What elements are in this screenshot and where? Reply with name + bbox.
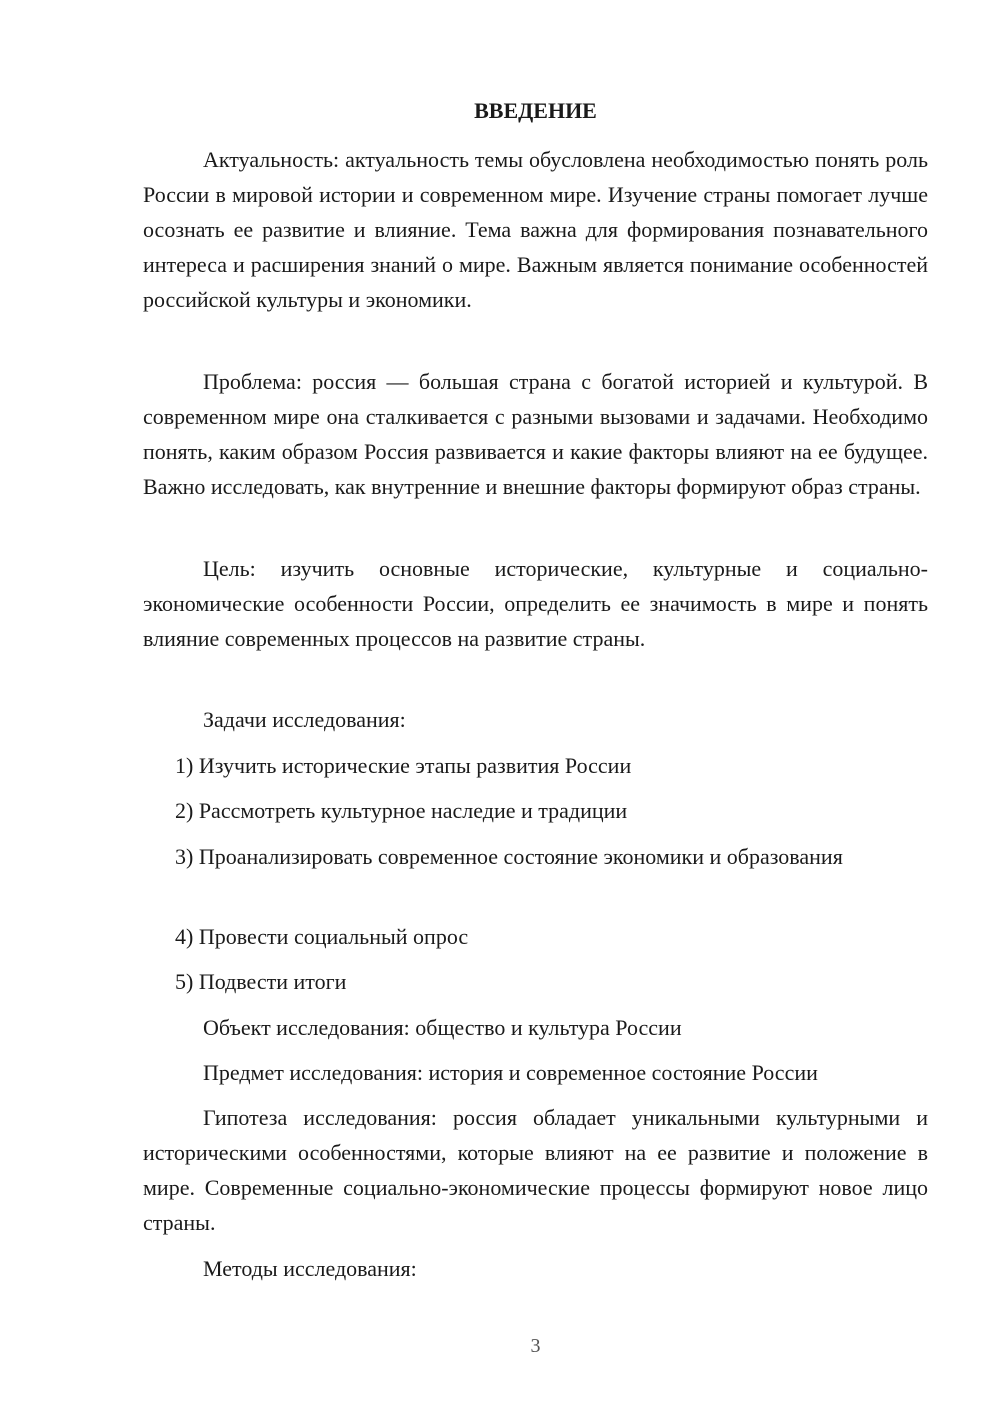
research-subject: Предмет исследования: история и современное состояние России bbox=[203, 1060, 818, 1085]
relevance-paragraph: Актуальность: актуальность темы обусловлена необходимостью понять роль России в мировой истории и современном мире. Изучение страны помогает лучше осознать ее развитие и влияние. Тема важна для формирования познавательного интереса и расширения знаний о мире. Важным является понимание особенностей российской культуры и экономики. bbox=[143, 147, 928, 312]
problem-paragraph: Проблема: россия — большая страна с богатой историей и культурой. В современном мире она сталкивается с разными вызовами и задачами. Необходимо понять, каким образом Россия развивается и какие факторы влияют на ее будущее. Важно исследовать, как внутренние и внешние факторы формируют образ страны. bbox=[143, 369, 928, 499]
task-item-1: 1) Изучить исторические этапы развития России bbox=[175, 753, 632, 778]
tasks-heading: Задачи исследования: bbox=[203, 707, 406, 732]
research-methods: Методы исследования: bbox=[203, 1256, 417, 1281]
page-number: 3 bbox=[530, 1335, 541, 1357]
task-item-3: 3) Проанализировать современное состояние экономики и образования bbox=[175, 844, 843, 869]
research-object: Объект исследования: общество и культура России bbox=[203, 1015, 682, 1040]
task-item-2: 2) Рассмотреть культурное наследие и традиции bbox=[175, 798, 628, 823]
task-item-4: 4) Провести социальный опрос bbox=[175, 924, 469, 949]
task-item-5: 5) Подвести итоги bbox=[175, 969, 347, 994]
section-title: ВВЕДЕНИЕ bbox=[474, 98, 597, 123]
document-page bbox=[143, 0, 928, 1414]
research-hypothesis: Гипотеза исследования: россия обладает уникальными культурными и историческими особенностями, которые влияют на ее развитие и положение в мире. Современные социально-экономические процессы формируют новое лицо страны. bbox=[143, 1105, 928, 1235]
goal-paragraph: Цель: изучить основные исторические, культурные и социально-экономические особенности России, определить ее значимость в мире и понять влияние современных процессов на развитие страны. bbox=[143, 556, 928, 651]
